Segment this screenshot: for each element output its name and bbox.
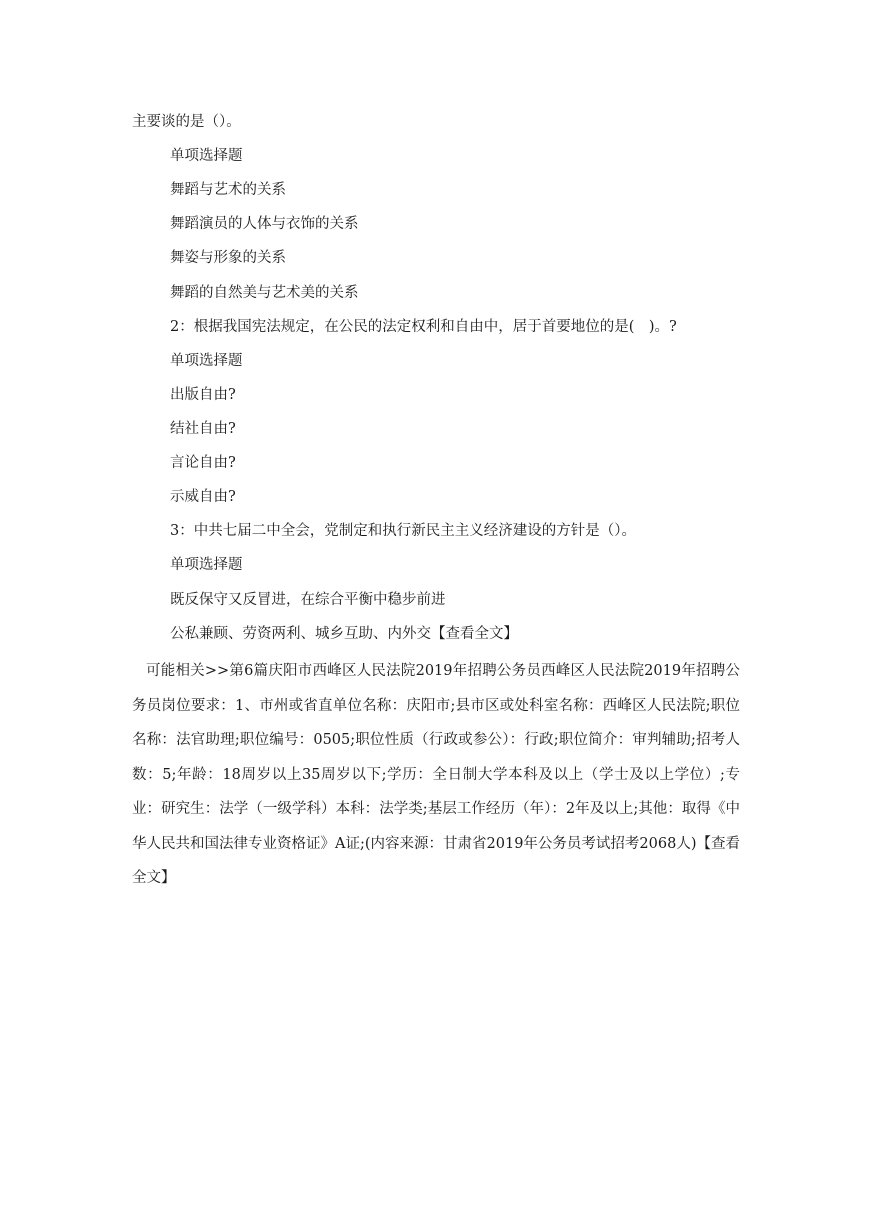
question-type-label: 单项选择题	[170, 148, 243, 164]
option-d: 舞蹈的自然美与艺术美的关系	[170, 285, 359, 301]
option-a: 出版自由?	[170, 387, 236, 403]
option-a: 既反保守又反冒进，在综合平衡中稳步前进	[170, 592, 446, 608]
question-2: 2：根据我国宪法规定，在公民的法定权利和自由中，居于首要地位的是( )。?	[170, 319, 677, 335]
option-a: 舞蹈与艺术的关系	[170, 182, 286, 198]
option-c: 舞姿与形象的关系	[170, 250, 286, 266]
question-type-label: 单项选择题	[170, 353, 243, 369]
related-article-paragraph[interactable]: 可能相关>>第6篇庆阳市西峰区人民法院2019年招聘公务员西峰区人民法院2019年招聘公务员岗位要求：1、市州或省直单位名称：庆阳市;县市区或处科室名称：西峰区人民法院;职位名称：法官助理;职位编号：0505;职位性质（行政或参公）：行政;职位简介：审判辅助;招考人数：5;年龄：18周岁以上35周岁以下;学历：全日制大学本科及以上（学士及以上学位）;专业：研究生：法学（一级学科）本科：法学类;基层工作经历（年）：2年及以上;其他：取得《中华人民共和国法律专业资格证》A证;(内容来源：甘肃省2019年公务员考试招考2068人)【查看全文】	[132, 663, 740, 886]
question-3: 3：中共七届二中全会，党制定和执行新民主主义经济建设的方针是（）。	[170, 523, 636, 539]
option-b: 结社自由?	[170, 421, 236, 437]
option-d: 示威自由?	[170, 489, 236, 505]
option-b-with-link[interactable]: 公私兼顾、劳资两利、城乡互助、内外交【查看全文】	[170, 626, 518, 642]
option-b: 舞蹈演员的人体与衣饰的关系	[170, 216, 359, 232]
question-type-label: 单项选择题	[170, 557, 243, 573]
option-c: 言论自由?	[170, 455, 236, 471]
question-stem-tail: 主要谈的是（）。	[132, 114, 241, 130]
